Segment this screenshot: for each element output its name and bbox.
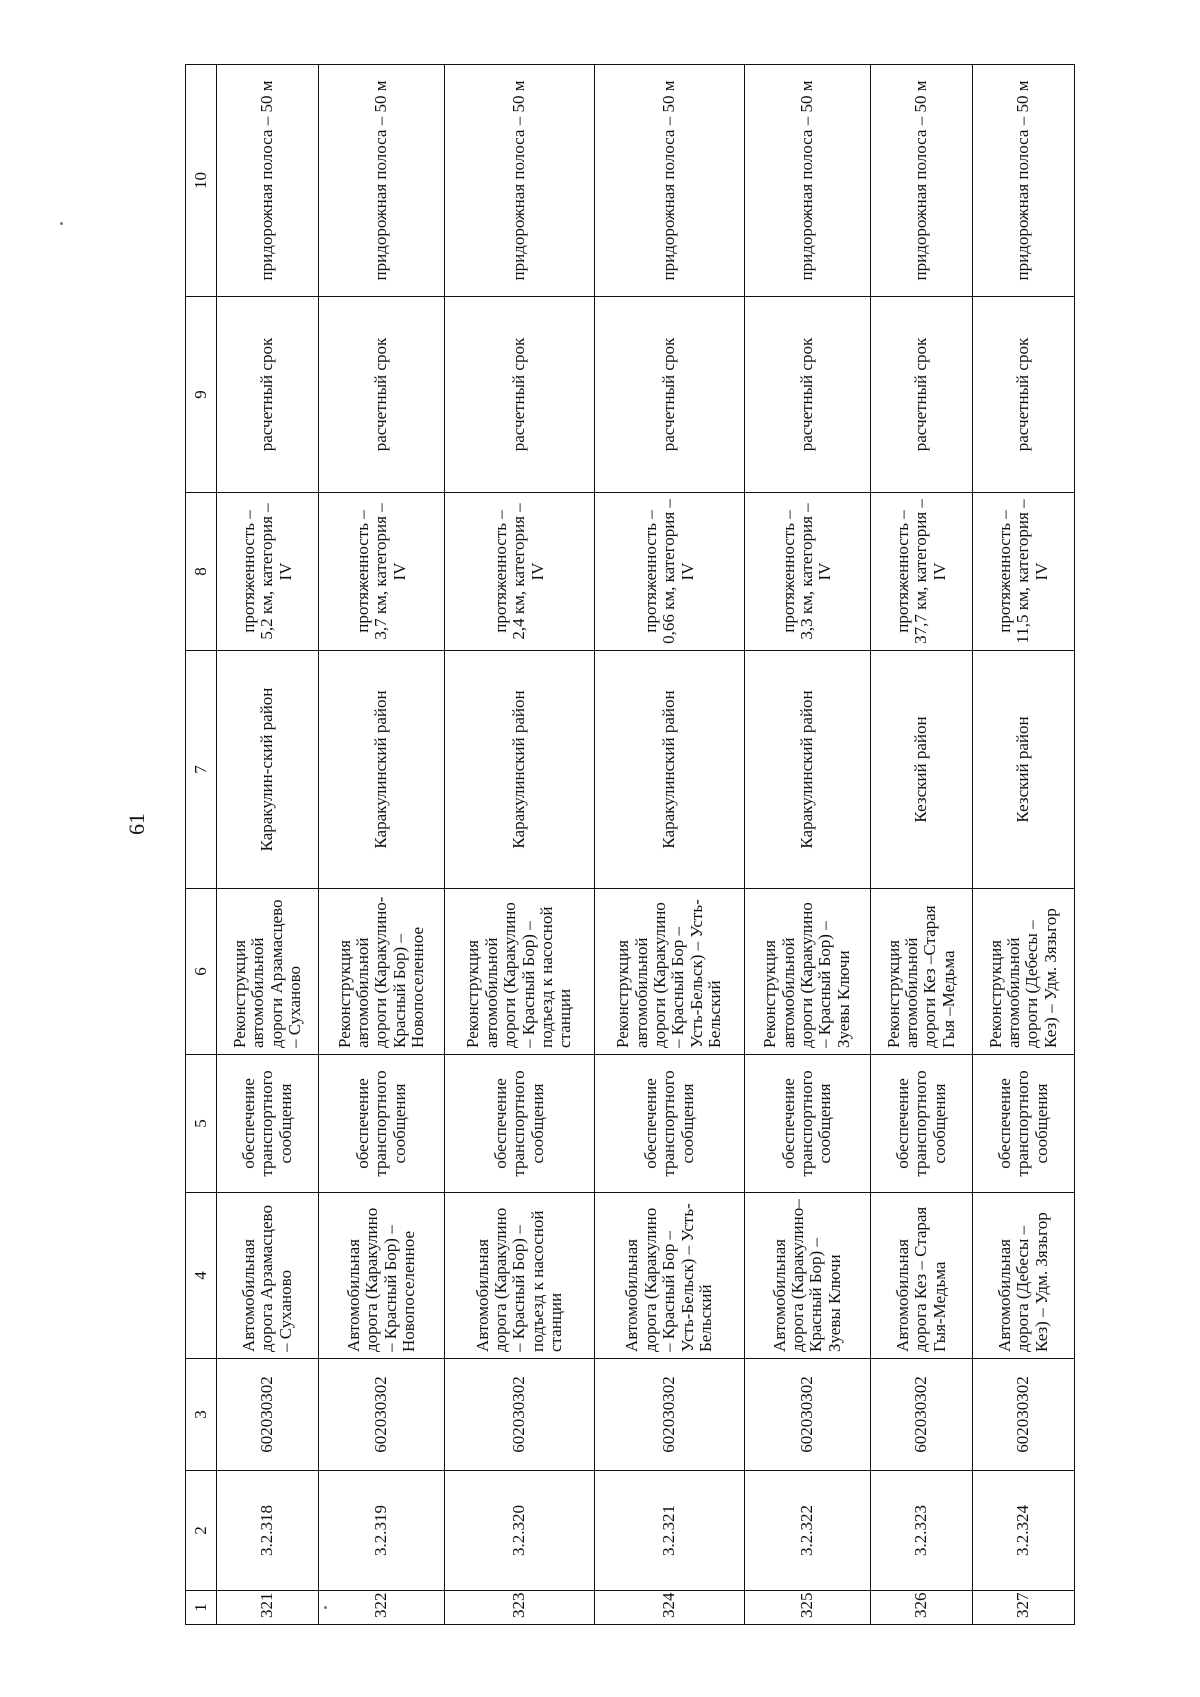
cell-purpose: обеспечение транспортного сообщения bbox=[972, 1055, 1074, 1193]
scan-speck bbox=[60, 222, 63, 225]
cell-code: 3.2.322 bbox=[744, 1471, 870, 1591]
cell-object: Автомобильная дорога (Каракулино – Красный Бор) – Новопоселенное bbox=[319, 1193, 445, 1359]
cell-district: Каракулинский район bbox=[445, 651, 595, 889]
cell-term: расчетный срок bbox=[744, 297, 870, 493]
cell-purpose: обеспечение транспортного сообщения bbox=[870, 1055, 972, 1193]
register-table bbox=[185, 64, 1075, 1625]
cell-event: Реконструкция автомобильной дороги (Каракулино – Красный Бор) – Зуевы Ключи bbox=[744, 889, 870, 1055]
cell-code: 3.2.318 bbox=[217, 1471, 319, 1591]
cell-object: Автомобильная дорога (Каракулино – Красный Бор) – подъезд к насосной станции bbox=[445, 1193, 595, 1359]
cell-number: 327 bbox=[972, 1591, 1074, 1625]
column-header: 4 bbox=[186, 1193, 217, 1359]
cell-params: протяженность – 3,3 км, категория – IV bbox=[744, 493, 870, 651]
column-header: 2 bbox=[186, 1471, 217, 1591]
cell-code: 3.2.321 bbox=[594, 1471, 744, 1591]
cell-district: Каракулинский район bbox=[319, 651, 445, 889]
cell-oktmo: 602030302 bbox=[217, 1359, 319, 1471]
cell-params: протяженность – 0,66 км, категория – IV bbox=[594, 493, 744, 651]
cell-oktmo: 602030302 bbox=[744, 1359, 870, 1471]
cell-object: Автомобильная дорога (Каракулино – Красный Бор –Усть-Бельск) – Усть-Бельский bbox=[594, 1193, 744, 1359]
cell-code: 3.2.324 bbox=[972, 1471, 1074, 1591]
cell-oktmo: 602030302 bbox=[445, 1359, 595, 1471]
cell-number: 326 bbox=[870, 1591, 972, 1625]
table-row bbox=[744, 65, 870, 1625]
table-row bbox=[217, 65, 319, 1625]
cell-code: 3.2.320 bbox=[445, 1471, 595, 1591]
cell-zone: придорожная полоса – 50 м bbox=[744, 65, 870, 297]
column-header: 3 bbox=[186, 1359, 217, 1471]
cell-event: Реконструкция автомобильной дороги (Каракулино- Красный Бор) – Новопоселенное bbox=[319, 889, 445, 1055]
cell-term: расчетный срок bbox=[445, 297, 595, 493]
cell-zone: придорожная полоса – 50 м bbox=[217, 65, 319, 297]
cell-event: Реконструкция автомобильной дороги (Каракулино – Красный Бор) – подъезд к насосной станции bbox=[445, 889, 595, 1055]
cell-number: 322 bbox=[319, 1591, 445, 1625]
header-row bbox=[186, 65, 217, 1625]
cell-zone: придорожная полоса – 50 м bbox=[870, 65, 972, 297]
table-row bbox=[445, 65, 595, 1625]
cell-params: протяженность – 11,5 км, категория – IV bbox=[972, 493, 1074, 651]
cell-params: протяженность – 3,7 км, категория – IV bbox=[319, 493, 445, 651]
cell-oktmo: 602030302 bbox=[870, 1359, 972, 1471]
column-header: 6 bbox=[186, 889, 217, 1055]
cell-term: расчетный срок bbox=[319, 297, 445, 493]
cell-purpose: обеспечение транспортного сообщения bbox=[744, 1055, 870, 1193]
cell-district: Каракулинский район bbox=[594, 651, 744, 889]
cell-object: Автомобильная дорога Кез – Старая Гыя-Медьма bbox=[870, 1193, 972, 1359]
cell-purpose: обеспечение транспортного сообщения bbox=[217, 1055, 319, 1193]
cell-term: расчетный срок bbox=[870, 297, 972, 493]
cell-number: 325 bbox=[744, 1591, 870, 1625]
cell-district: Каракулинский район bbox=[744, 651, 870, 889]
column-header: 1 bbox=[186, 1591, 217, 1625]
cell-zone: придорожная полоса – 50 м bbox=[445, 65, 595, 297]
cell-number: 323 bbox=[445, 1591, 595, 1625]
cell-oktmo: 602030302 bbox=[319, 1359, 445, 1471]
column-header: 9 bbox=[186, 297, 217, 493]
table-row bbox=[972, 65, 1074, 1625]
cell-term: расчетный срок bbox=[972, 297, 1074, 493]
column-header: 5 bbox=[186, 1055, 217, 1193]
cell-event: Реконструкция автомобильной дороги Арзамасцево – Суханово bbox=[217, 889, 319, 1055]
cell-purpose: обеспечение транспортного сообщения bbox=[445, 1055, 595, 1193]
column-header: 10 bbox=[186, 65, 217, 297]
cell-purpose: обеспечение транспортного сообщения bbox=[319, 1055, 445, 1193]
cell-event: Реконструкция автомобильной дороги (Дебесы – Кез) – Удм. Зязьгор bbox=[972, 889, 1074, 1055]
cell-event: Реконструкция автомобильной дороги (Каракулино – Красный Бор – Усть-Бельск) – Усть-Бельский bbox=[594, 889, 744, 1055]
cell-event: Реконструкция автомобильной дороги Кез –Старая Гыя –Медьма bbox=[870, 889, 972, 1055]
cell-district: Кезский район bbox=[972, 651, 1074, 889]
table-row bbox=[870, 65, 972, 1625]
column-header: 8 bbox=[186, 493, 217, 651]
cell-oktmo: 602030302 bbox=[972, 1359, 1074, 1471]
cell-district: Кезский район bbox=[870, 651, 972, 889]
cell-zone: придорожная полоса – 50 м bbox=[594, 65, 744, 297]
rotated-table-wrapper bbox=[185, 65, 1075, 1625]
cell-params: протяженность – 5,2 км, категория – IV bbox=[217, 493, 319, 651]
page-number: 61 bbox=[124, 813, 149, 835]
cell-district: Каракулин-ский район bbox=[217, 651, 319, 889]
cell-number: 321 bbox=[217, 1591, 319, 1625]
column-header: 7 bbox=[186, 651, 217, 889]
cell-zone: придорожная полоса – 50 м bbox=[972, 65, 1074, 297]
cell-term: расчетный срок bbox=[217, 297, 319, 493]
cell-number: 324 bbox=[594, 1591, 744, 1625]
cell-purpose: обеспечение транспортного сообщения bbox=[594, 1055, 744, 1193]
cell-code: 3.2.319 bbox=[319, 1471, 445, 1591]
scan-speck bbox=[324, 1606, 327, 1609]
cell-object: Автомобильная дорога (Дебесы – Кез) – Удм. Зязьгор bbox=[972, 1193, 1074, 1359]
cell-object: Автомобильная дорога Арзамасцево – Суханово bbox=[217, 1193, 319, 1359]
table-row bbox=[319, 65, 445, 1625]
table-row bbox=[594, 65, 744, 1625]
cell-params: протяженность – 37,7 км, категория – IV bbox=[870, 493, 972, 651]
cell-term: расчетный срок bbox=[594, 297, 744, 493]
cell-object: Автомобильная дорога (Каракулино– Красный Бор) – Зуевы Ключи bbox=[744, 1193, 870, 1359]
cell-params: протяженность – 2,4 км, категория – IV bbox=[445, 493, 595, 651]
cell-oktmo: 602030302 bbox=[594, 1359, 744, 1471]
cell-code: 3.2.323 bbox=[870, 1471, 972, 1591]
cell-zone: придорожная полоса – 50 м bbox=[319, 65, 445, 297]
